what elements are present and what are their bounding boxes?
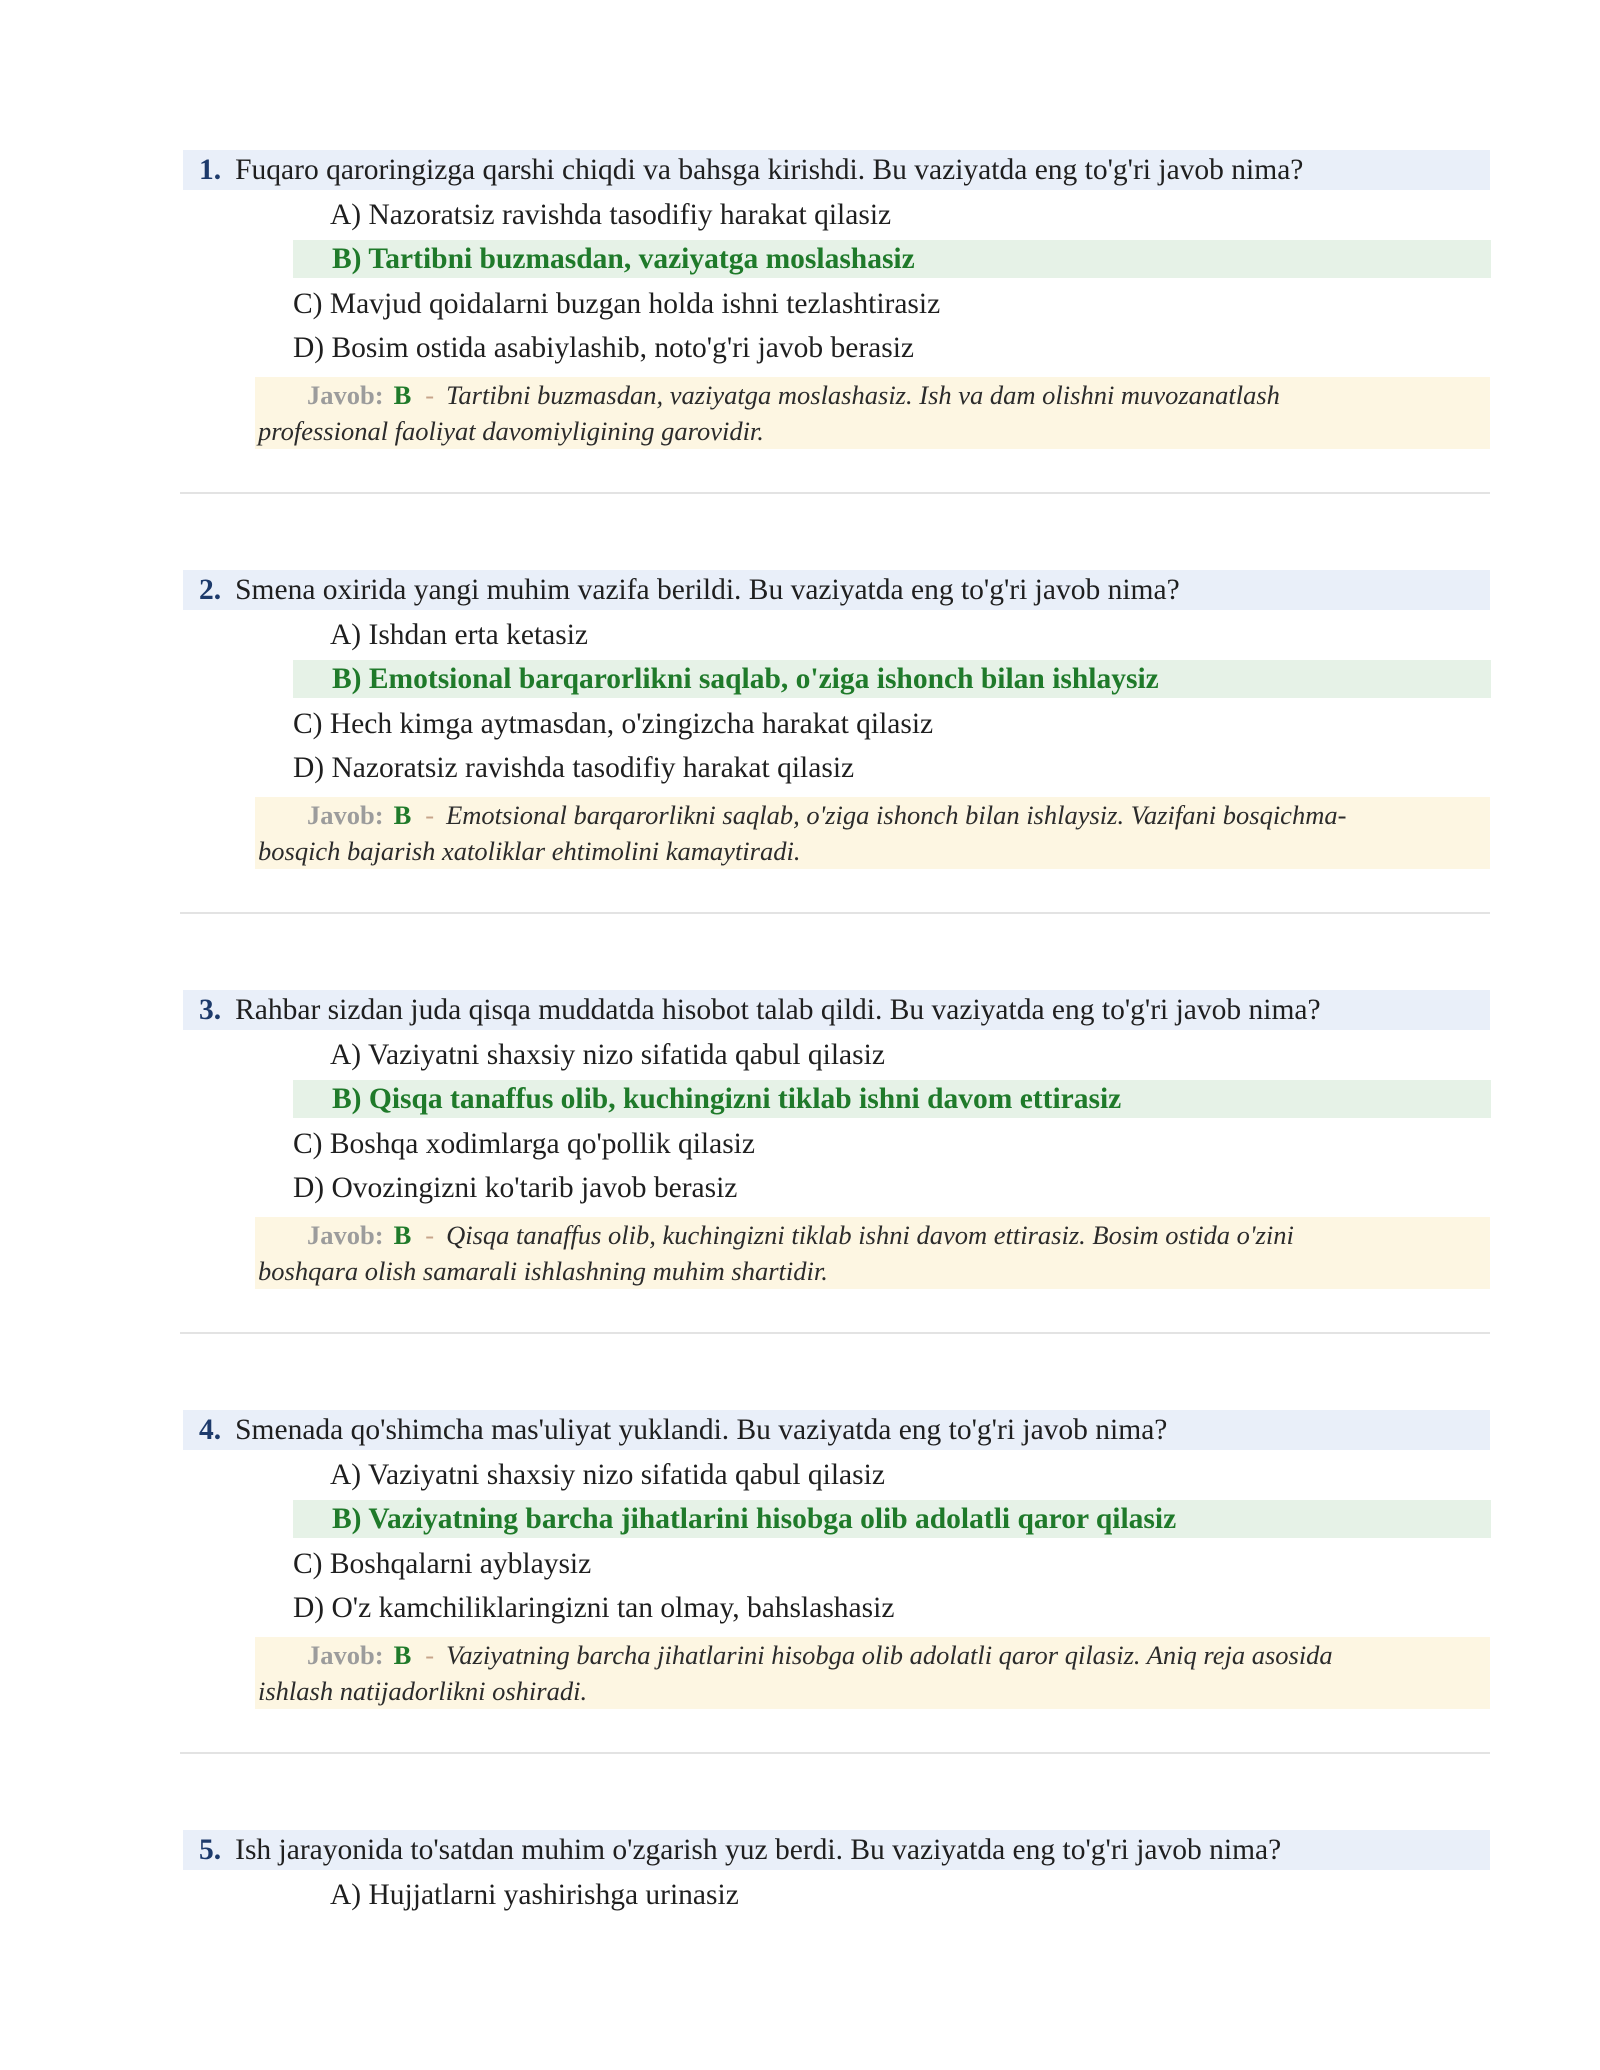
answer-label: Javob: bbox=[307, 1640, 384, 1670]
question-text: Smenada qo'shimcha mas'uliyat yuklandi. Bu vaziyatda eng to'g'ri javob nima? bbox=[235, 1414, 1168, 1446]
question-text: Fuqaro qaroringizga qarshi chiqdi va bahsga kirishdi. Bu vaziyatda eng to'g'ri javob nima? bbox=[235, 154, 1304, 186]
question-text: Rahbar sizdan juda qisqa muddatda hisobot talab qildi. Bu vaziyatda eng to'g'ri javob nima? bbox=[235, 994, 1321, 1026]
option-b-label: B) Qisqa tanaffus olib, kuchingizni tiklab ishni davom ettirasiz bbox=[332, 1083, 1122, 1115]
option-a: A) Vaziyatni shaxsiy nizo sifatida qabul qilasiz bbox=[330, 1459, 885, 1491]
answer-label: Javob: bbox=[307, 1220, 384, 1250]
question-text: Ish jarayonida to'satdan muhim o'zgarish yuz berdi. Bu vaziyatda eng to'g'ri javob nima? bbox=[235, 1834, 1282, 1866]
option-b-correct bbox=[293, 1500, 1491, 1538]
question-header bbox=[183, 1410, 1490, 1450]
option-b-label: B) Tartibni buzmasdan, vaziyatga moslashasiz bbox=[332, 243, 915, 275]
answer-explanation: Qisqa tanaffus olib, kuchingizni tiklab ishni davom ettirasiz. Bosim ostida o'zini bbox=[446, 1220, 1294, 1250]
option-b-label: B) Emotsional barqarorlikni saqlab, o'ziga ishonch bilan ishlaysiz bbox=[332, 663, 1159, 695]
answer-box bbox=[255, 377, 1490, 449]
answer-box bbox=[255, 1217, 1490, 1289]
option-c: C) Hech kimga aytmasdan, o'zingizcha harakat qilasiz bbox=[293, 708, 934, 740]
answer-label: Javob: bbox=[307, 800, 384, 830]
answer-box bbox=[255, 797, 1490, 869]
question-text: Smena oxirida yangi muhim vazifa berildi. Bu vaziyatda eng to'g'ri javob nima? bbox=[235, 574, 1180, 606]
answer-explanation: Vaziyatning barcha jihatlarini hisobga olib adolatli qaror qilasiz. Aniq reja asosida bbox=[446, 1640, 1333, 1670]
question-divider bbox=[180, 1752, 1490, 1754]
answer-explanation-cont: professional faoliyat davomiyligining garovidir. bbox=[258, 416, 764, 446]
question-divider bbox=[180, 912, 1490, 914]
answer-box bbox=[255, 1637, 1490, 1709]
question-number: 2. bbox=[199, 574, 222, 606]
question-header bbox=[183, 1830, 1490, 1870]
answer-explanation-cont: ishlash natijadorlikni oshiradi. bbox=[258, 1676, 588, 1706]
answer-dash: - bbox=[425, 800, 435, 830]
answer-dash: - bbox=[425, 1220, 435, 1250]
question-header bbox=[183, 570, 1490, 610]
answer-label: Javob: bbox=[307, 380, 384, 410]
answer-letter: B bbox=[393, 1220, 412, 1250]
option-c: C) Boshqa xodimlarga qo'pollik qilasiz bbox=[293, 1128, 755, 1160]
question-number: 4. bbox=[199, 1414, 222, 1446]
option-c: C) Mavjud qoidalarni buzgan holda ishni tezlashtirasiz bbox=[293, 288, 941, 320]
option-b-correct bbox=[293, 240, 1491, 278]
option-b-correct bbox=[293, 1080, 1491, 1118]
question-divider bbox=[180, 492, 1490, 494]
option-a: A) Nazoratsiz ravishda tasodifiy harakat qilasiz bbox=[330, 199, 892, 231]
answer-explanation-cont: bosqich bajarish xatoliklar ehtimolini kamaytiradi. bbox=[258, 836, 801, 866]
answer-explanation-cont: boshqara olish samarali ishlashning muhim shartidir. bbox=[258, 1256, 828, 1286]
option-b-correct bbox=[293, 660, 1491, 698]
answer-letter: B bbox=[393, 380, 412, 410]
option-a: A) Hujjatlarni yashirishga urinasiz bbox=[330, 1879, 739, 1911]
option-b-label: B) Vaziyatning barcha jihatlarini hisobga olib adolatli qaror qilasiz bbox=[332, 1503, 1177, 1535]
answer-letter: B bbox=[393, 800, 412, 830]
option-d: D) Nazoratsiz ravishda tasodifiy harakat qilasiz bbox=[293, 752, 855, 784]
option-d: D) Ovozingizni ko'tarib javob berasiz bbox=[293, 1172, 738, 1204]
question-number: 3. bbox=[199, 994, 222, 1026]
question-number: 5. bbox=[199, 1834, 222, 1866]
answer-explanation: Emotsional barqarorlikni saqlab, o'ziga ishonch bilan ishlaysiz. Vazifani bosqichma- bbox=[446, 800, 1347, 830]
option-a: A) Ishdan erta ketasiz bbox=[330, 619, 589, 651]
answer-explanation: Tartibni buzmasdan, vaziyatga moslashasiz. Ish va dam olishni muvozanatlash bbox=[446, 380, 1280, 410]
question-header bbox=[183, 150, 1490, 190]
answer-dash: - bbox=[425, 1640, 435, 1670]
option-c: C) Boshqalarni ayblaysiz bbox=[293, 1548, 592, 1580]
option-d: D) Bosim ostida asabiylashib, noto'g'ri javob berasiz bbox=[293, 332, 915, 364]
answer-dash: - bbox=[425, 380, 435, 410]
option-a: A) Vaziyatni shaxsiy nizo sifatida qabul qilasiz bbox=[330, 1039, 885, 1071]
question-divider bbox=[180, 1332, 1490, 1334]
answer-letter: B bbox=[393, 1640, 412, 1670]
question-number: 1. bbox=[199, 154, 222, 186]
option-d: D) O'z kamchiliklaringizni tan olmay, bahslashasiz bbox=[293, 1592, 895, 1624]
question-header bbox=[183, 990, 1490, 1030]
